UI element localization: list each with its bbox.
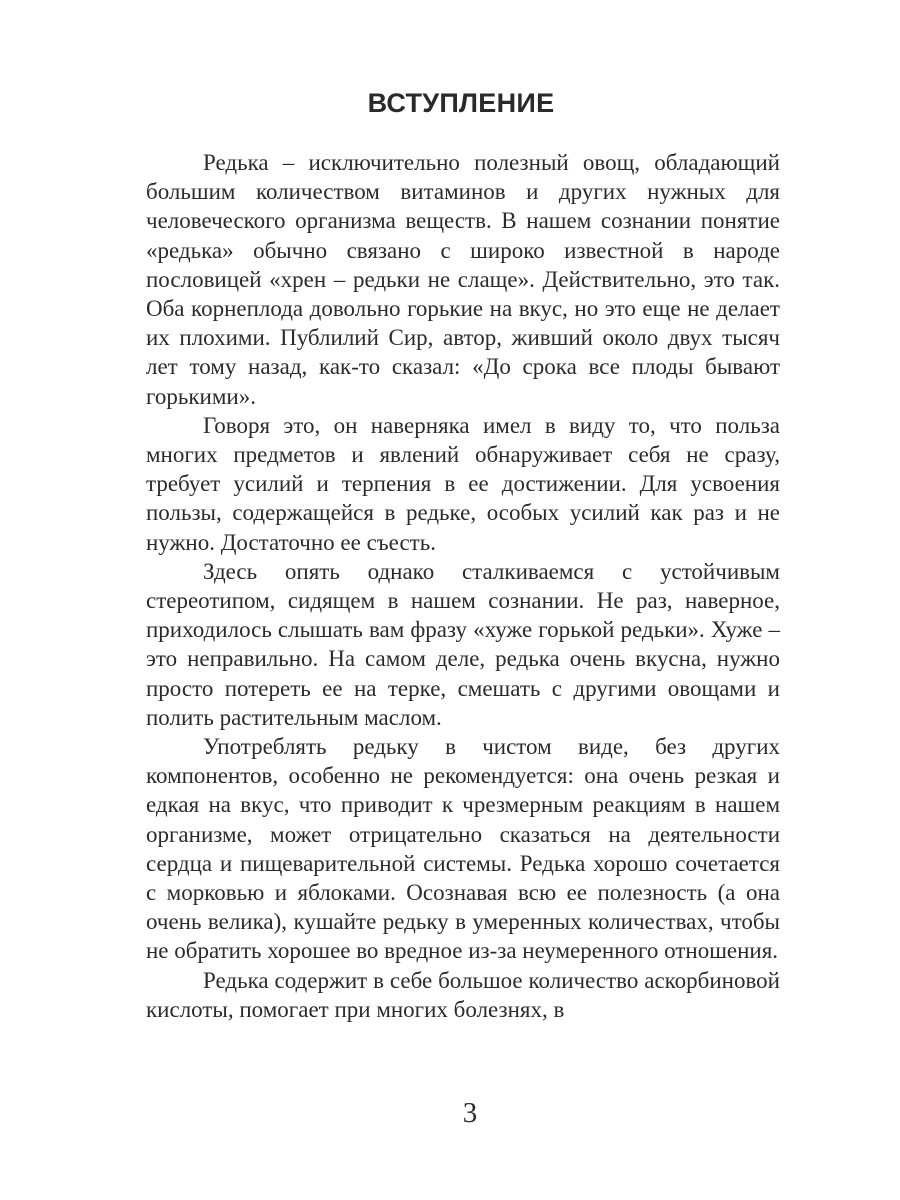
paragraph-2: Говоря это, он наверняка имел в виду то, что польза многих предметов и явлений обнаруживает себя не сразу, требует усилий и терпения в ее достижении. Для усвоения пользы, содержащейся в редьке, особых усилий как раз и не нужно. Достаточно ее съесть. [146,412,780,555]
paragraph-3: Здесь опять однако сталкиваемся с устойчивым стереотипом, сидящем в нашем сознании. Не раз, наверное, приходилось слышать вам фразу «хуже горькой редьки». Хуже – это неправильно. На самом деле, редька очень вкусна, нужно просто потереть ее на терке, смешать с другими овощами и полить растительным маслом. [146,558,780,730]
page-number: 3 [462,1097,478,1129]
paragraph-4: Употреблять редьку в чистом виде, без других компонентов, особенно не рекомендуется: она очень резкая и едкая на вкус, что приводит к чрезмерным реакциям в нашем организме, может отрицательно сказаться на деятельности сердца и пищеварительной системы. Редька хорошо сочетается с морковью и яблоками. Осознавая всю ее полезность (а она очень велика), кушайте редьку в умеренных количествах, чтобы не обратить хорошее во вредное из-за неумеренного отношения. [146,734,780,964]
chapter-body [146,148,780,1024]
chapter-heading: ВСТУПЛЕНИЕ [367,88,555,118]
paragraph-5: Редька содержит в себе большое количество аскорбиновой кислоты, помогает при многих болезнях, в [146,967,780,1022]
paragraph-1: Редька – исключительно полезный овощ, обладающий большим количеством витаминов и других нужных для человеческого организма веществ. В нашем сознании понятие «редька» обычно связано с широко известной в народе пословицей «хрен – редьки не слаще». Действительно, это так. Оба корнеплода довольно горькие на вкус, но это еще не делает их плохими. Публилий Сир, автор, живший около двух тысяч лет тому назад, как-то сказал: «До срока все плоды бывают горькими». [146,150,780,409]
